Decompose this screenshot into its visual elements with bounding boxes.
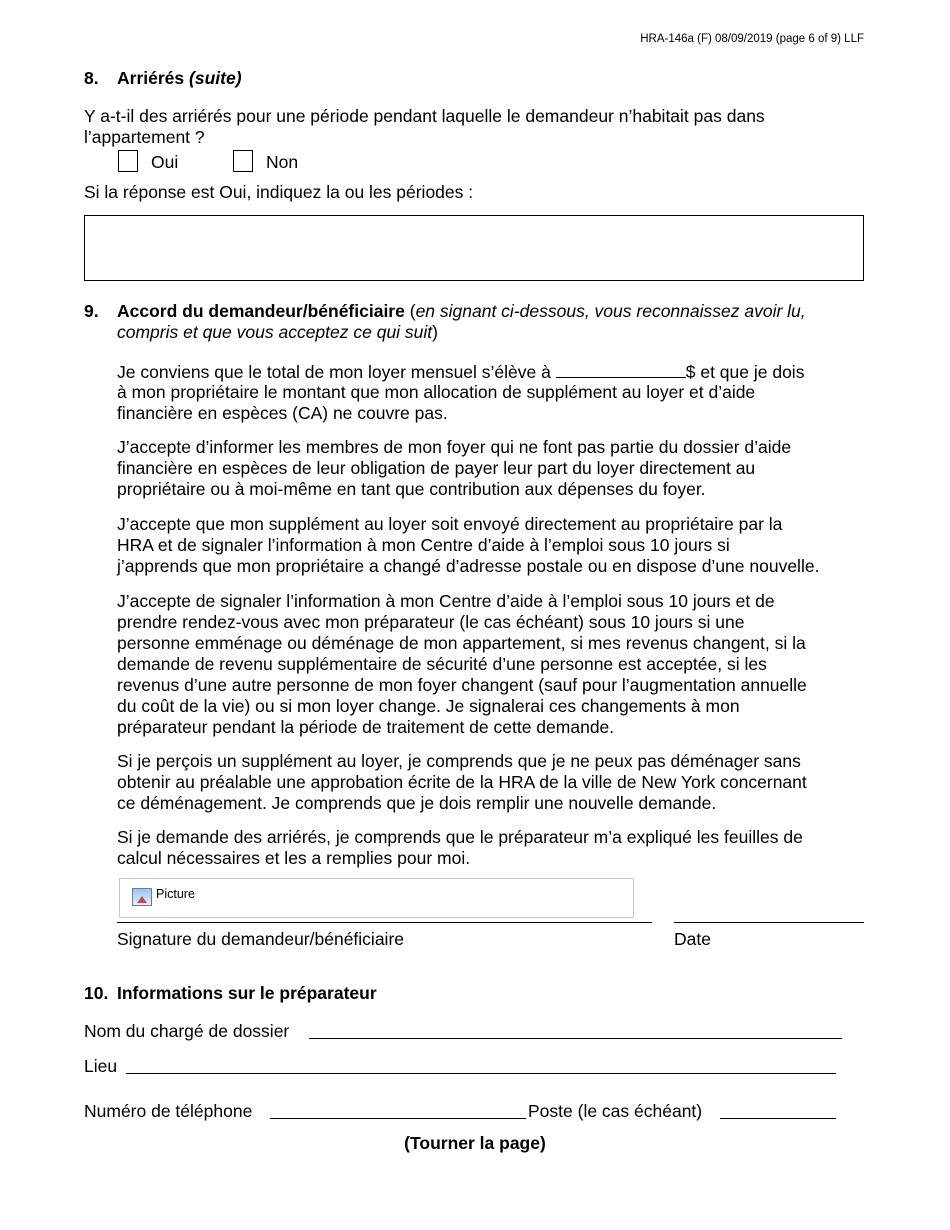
report-changes-line3: personne emménage ou déménage de mon appartement, si mes revenus changent, si la xyxy=(117,633,806,653)
moving-approval-line1: Si je perçois un supplément au loyer, je comprends que je ne peux pas déménager sans xyxy=(117,751,801,771)
moving-approval-line2: obtenir au préalable une approbation écrite de la HRA de la ville de New York concernant xyxy=(117,772,807,792)
periods-label: Si la réponse est Oui, indiquez la ou les périodes : xyxy=(84,182,474,202)
caseworker-label: Nom du chargé de dossier xyxy=(84,1021,290,1041)
signature-line[interactable] xyxy=(117,922,652,923)
arrears-worksheets-line2: calcul nécessaires et les a remplies pour moi. xyxy=(117,848,471,868)
rent-agreement-line1 xyxy=(117,361,872,383)
yes-checkbox[interactable] xyxy=(118,150,138,172)
report-changes-line4: demande de revenu supplémentaire de sécurité d’une personne est acceptée, si les xyxy=(117,654,767,674)
phone-field[interactable] xyxy=(270,1118,526,1119)
no-label: Non xyxy=(266,152,299,172)
section-8-number: 8. xyxy=(84,68,99,88)
household-info-line2: financière en espèces de leur obligation de payer leur part du loyer directement au xyxy=(117,458,756,478)
report-changes-line6: du coût de la vie) ou si mon loyer change. Je signalerai ces changements à mon xyxy=(117,696,740,716)
landlord-payment-line1: J’accepte que mon supplément au loyer soit envoyé directement au propriétaire par la xyxy=(117,514,783,534)
form-id: HRA-146a (F) 08/09/2019 (page 6 of 9) LLF xyxy=(640,33,864,45)
section-9-subtitle-line1: en signant ci-dessous, vous reconnaissez avoir lu, xyxy=(415,301,806,321)
moving-approval-line3: ce déménagement. Je comprends que je dois remplir une nouvelle demande. xyxy=(117,793,717,813)
location-field[interactable] xyxy=(126,1073,836,1074)
section-9-subtitle-line2-wrap xyxy=(117,322,438,343)
section-8-title xyxy=(117,68,242,89)
turn-page-note: (Tourner la page) xyxy=(404,1133,546,1153)
household-info-line3: propriétaire ou à moi-même en tant que contribution aux dépenses du foyer. xyxy=(117,479,706,499)
location-label: Lieu xyxy=(84,1056,118,1076)
phone-label: Numéro de téléphone xyxy=(84,1101,253,1121)
yes-label: Oui xyxy=(151,152,179,172)
household-info-line1: J’accepte d’informer les membres de mon foyer qui ne font pas partie du dossier d’aide xyxy=(117,437,792,457)
section-9-title: Accord du demandeur/bénéficiaire xyxy=(117,301,405,321)
caseworker-name-field[interactable] xyxy=(309,1038,842,1039)
date-label: Date xyxy=(674,929,711,949)
section-9-subtitle-open: ( xyxy=(409,301,416,321)
section-10-title: Informations sur le préparateur xyxy=(117,983,377,1003)
rent-agreement-line3: financière en espèces (CA) ne couvre pas. xyxy=(117,403,448,423)
report-changes-line5: revenus d’une autre personne de mon foyer changent (sauf pour l’augmentation annuelle xyxy=(117,675,807,695)
section-9-subtitle-close: ) xyxy=(432,322,438,342)
report-changes-line2: prendre rendez-vous avec mon préparateur (le cas échéant) sous 10 jours si une xyxy=(117,612,745,632)
rent-agreement-post: $ et que je dois xyxy=(685,362,805,382)
landlord-payment-line3: j’apprends que mon propriétaire a changé d’adresse postale ou en dispose d’une nouvelle. xyxy=(117,556,820,576)
no-checkbox[interactable] xyxy=(233,150,253,172)
monthly-rent-field[interactable] xyxy=(556,361,686,378)
signature-label: Signature du demandeur/bénéficiaire xyxy=(117,929,404,949)
rent-agreement-pre: Je conviens que le total de mon loyer mensuel s’élève à xyxy=(117,362,551,382)
section-8-title-suffix: (suite) xyxy=(189,68,242,88)
date-line[interactable] xyxy=(674,922,864,923)
extension-field[interactable] xyxy=(720,1118,836,1119)
picture-icon xyxy=(132,888,152,906)
signature-picture[interactable] xyxy=(119,878,634,918)
report-changes-line1: J’accepte de signaler l’information à mon Centre d’aide à l’emploi sous 10 jours et de xyxy=(117,591,775,611)
picture-label: Picture xyxy=(156,887,195,901)
section-9-number: 9. xyxy=(84,301,99,321)
landlord-payment-line2: HRA et de signaler l’information à mon Centre d’aide à l’emploi sous 10 jours si xyxy=(117,535,730,555)
section-10-number: 10. xyxy=(84,983,109,1003)
section-8-title-text: Arriérés xyxy=(117,68,185,88)
section-9-heading xyxy=(117,301,877,322)
arrears-question-line2: l’appartement ? xyxy=(84,127,205,147)
arrears-question-line1: Y a-t-il des arriérés pour une période pendant laquelle le demandeur n’habitait pas dans xyxy=(84,106,765,126)
rent-agreement-line2: à mon propriétaire le montant que mon allocation de supplément au loyer et d’aide xyxy=(117,382,756,402)
extension-label: Poste (le cas échéant) xyxy=(528,1101,703,1121)
periods-input-box[interactable] xyxy=(84,215,864,281)
arrears-worksheets-line1: Si je demande des arriérés, je comprends que le préparateur m’a expliqué les feuilles de xyxy=(117,827,803,847)
section-9-subtitle-line2: compris et que vous acceptez ce qui suit xyxy=(117,322,433,342)
report-changes-line7: préparateur pendant la période de traitement de cette demande. xyxy=(117,717,615,737)
